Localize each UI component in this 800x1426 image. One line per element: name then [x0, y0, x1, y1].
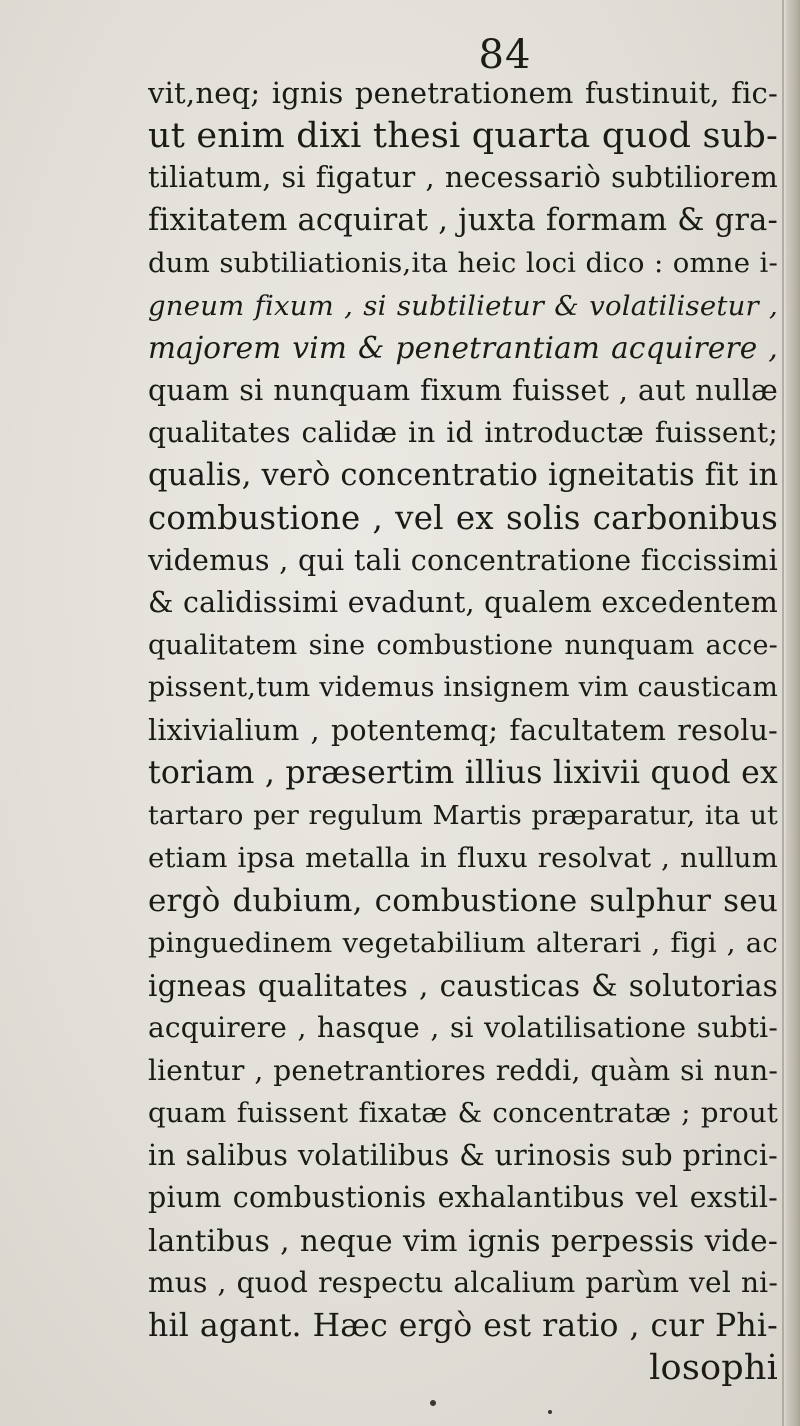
text-line: mus , quod respectu alcalium parùm vel ni-	[148, 1266, 778, 1299]
text-line: hil agant. Hæc ergò est ratio , cur Phi-	[148, 1307, 778, 1344]
text-line: igneas qualitates , causticas & solutorias	[148, 968, 778, 1003]
text-line: pinguedinem vegetabilium alterari , figi , ac	[148, 927, 778, 959]
page-number: 84	[478, 32, 532, 78]
text-line: vit,neq; ignis penetrationem fustinuit, fic-	[148, 76, 778, 110]
page-edge-shadow	[786, 0, 800, 1426]
text-line: combustione , vel ex solis carbonibus	[148, 499, 778, 537]
ink-speck	[548, 1410, 552, 1414]
text-line: pissent,tum videmus insignem vim causticam	[148, 672, 778, 703]
text-line: qualitatem sine combustione nunquam acce-	[148, 629, 778, 661]
text-line: & calidissimi evadunt, qualem excedentem	[148, 586, 778, 619]
text-line: pium combustionis exhalantibus vel exstil-	[148, 1181, 778, 1214]
text-line: lixivialium , potentemq; facultatem resolu-	[148, 713, 778, 747]
body-text	[148, 72, 778, 1390]
text-line: dum subtiliationis,ita heic loci dico : omne i-	[148, 247, 778, 279]
text-line: etiam ipsa metalla in fluxu resolvat , nullum	[148, 842, 778, 874]
text-line: gneum fixum , si subtilietur & volatilisetur ,	[148, 289, 778, 322]
text-line: tiliatum, si figatur , necessariò subtiliorem	[148, 161, 778, 194]
page-edge-line	[782, 0, 784, 1426]
text-line: fixitatem acquirat , juxta formam & gra-	[148, 202, 778, 238]
text-line: quam fuissent fixatæ & concentratæ ; prout	[148, 1097, 778, 1129]
text-line: toriam , præsertim illius lixivii quod ex	[148, 755, 778, 791]
text-line: lientur , penetrantiores reddi, quàm si nun-	[148, 1053, 778, 1087]
text-line: qualitates calidæ in id introductæ fuissent;	[148, 416, 778, 449]
text-line: videmus , qui tali concentratione ficcissimi	[148, 543, 778, 577]
text-line: losophi	[649, 1348, 778, 1388]
text-line: ut enim dixi thesi quarta quod sub-	[148, 115, 778, 156]
text-line: tartaro per regulum Martis præparatur, ita ut	[148, 799, 778, 831]
text-line: quam si nunquam fixum fuisset , aut nullæ	[148, 373, 778, 407]
text-line: ergò dubium, combustione sulphur seu	[148, 882, 778, 919]
ink-speck	[430, 1400, 436, 1406]
text-line: lantibus , neque vim ignis perpessis vide-	[148, 1223, 778, 1258]
text-line: qualis, verò concentratio igneitatis fit in	[148, 457, 778, 493]
text-line: in salibus volatilibus & urinosis sub princi-	[148, 1138, 778, 1172]
text-line: majorem vim & penetrantiam acquirere ,	[148, 331, 778, 365]
text-line: acquirere , hasque , si volatilisatione subti-	[148, 1011, 778, 1044]
